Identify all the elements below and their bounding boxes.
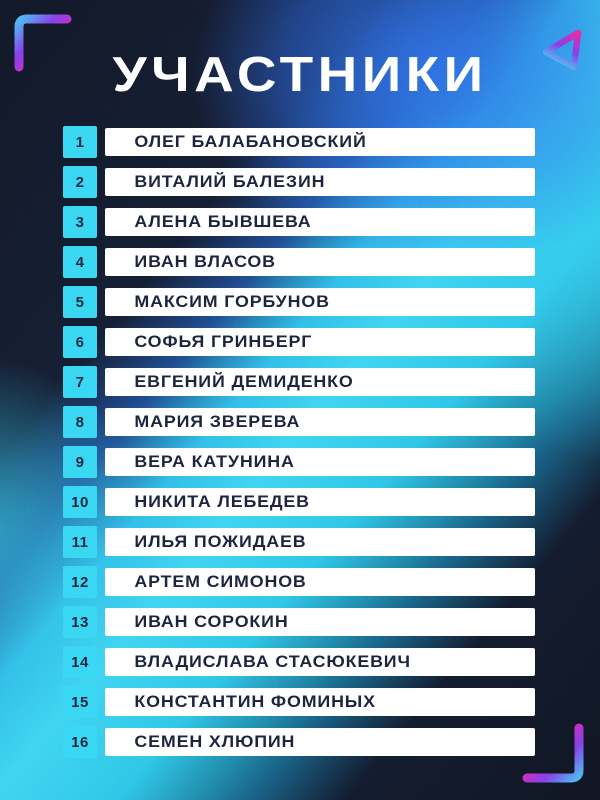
participant-name-bar (105, 528, 535, 556)
participant-name: КОНСТАНТИН ФОМИНЫХ (134, 692, 376, 711)
participant-row (63, 128, 535, 156)
participant-name-bar (105, 168, 535, 196)
participant-row (63, 168, 535, 196)
participant-row (63, 408, 535, 436)
participant-number-badge: 7 (63, 366, 97, 398)
participant-number-badge: 4 (63, 246, 97, 278)
participant-name: ИВАН ВЛАСОВ (134, 252, 276, 271)
participant-name-bar (105, 288, 535, 316)
participant-name: АЛЕНА БЫВШЕВА (134, 212, 312, 231)
participant-name: СЕМЕН ХЛЮПИН (134, 732, 296, 751)
participant-name-bar (105, 248, 535, 276)
participant-number-badge: 3 (63, 206, 97, 238)
participant-name: МАКСИМ ГОРБУНОВ (134, 292, 330, 311)
participant-number-badge: 12 (63, 566, 97, 598)
participant-name: МАРИЯ ЗВЕРЕВА (134, 412, 301, 431)
participant-number-badge: 9 (63, 446, 97, 478)
participant-number-badge: 16 (63, 726, 97, 758)
participant-row (63, 328, 535, 356)
participant-row (63, 368, 535, 396)
participant-row (63, 528, 535, 556)
participant-name-bar (105, 408, 535, 436)
participant-row (63, 648, 535, 676)
participant-row (63, 728, 535, 756)
participant-name-bar (105, 608, 535, 636)
participant-name: АРТЕМ СИМОНОВ (134, 572, 307, 591)
participant-number-badge: 1 (63, 126, 97, 158)
participant-name-bar (105, 568, 535, 596)
participant-number-badge: 11 (63, 526, 97, 558)
participant-name: ВЕРА КАТУНИНА (134, 452, 295, 471)
participant-name: ВИТАЛИЙ БАЛЕЗИН (134, 172, 326, 191)
page-title: УЧАСТНИКИ (112, 48, 488, 102)
participant-row (63, 608, 535, 636)
participant-number-badge: 2 (63, 166, 97, 198)
participant-number-badge: 14 (63, 646, 97, 678)
participant-number-badge: 5 (63, 286, 97, 318)
participant-name-bar (105, 488, 535, 516)
participant-row (63, 568, 535, 596)
participants-list (63, 128, 535, 756)
participant-number-badge: 15 (63, 686, 97, 718)
participant-name-bar (105, 208, 535, 236)
participant-name-bar (105, 448, 535, 476)
participant-number-badge: 8 (63, 406, 97, 438)
participant-row (63, 448, 535, 476)
participant-name-bar (105, 328, 535, 356)
participant-number-badge: 13 (63, 606, 97, 638)
participant-name-bar (105, 128, 535, 156)
participant-number-badge: 6 (63, 326, 97, 358)
participant-name-bar (105, 648, 535, 676)
participant-name-bar (105, 368, 535, 396)
participant-row (63, 248, 535, 276)
participant-name-bar (105, 728, 535, 756)
participant-row (63, 288, 535, 316)
participant-name: ИЛЬЯ ПОЖИДАЕВ (134, 532, 307, 551)
participant-name: ВЛАДИСЛАВА СТАСЮКЕВИЧ (134, 652, 411, 671)
participant-name: ИВАН СОРОКИН (134, 612, 289, 631)
participant-row (63, 208, 535, 236)
participant-name: СОФЬЯ ГРИНБЕРГ (134, 332, 313, 351)
participant-row (63, 688, 535, 716)
participant-row (63, 488, 535, 516)
participant-name-bar (105, 688, 535, 716)
participant-name: НИКИТА ЛЕБЕДЕВ (134, 492, 310, 511)
participant-number-badge: 10 (63, 486, 97, 518)
participant-name: ОЛЕГ БАЛАБАНОВСКИЙ (134, 132, 367, 151)
participant-name: ЕВГЕНИЙ ДЕМИДЕНКО (134, 372, 354, 391)
